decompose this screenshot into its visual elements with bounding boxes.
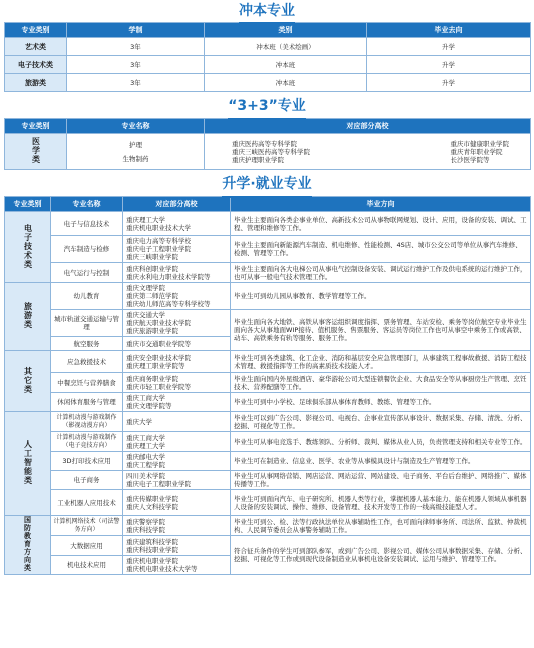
college-name: 重庆护理职业学院 — [232, 155, 284, 164]
row-major: 城市轨道交通运输与管理 — [51, 310, 123, 337]
major-name: 护理 — [129, 140, 142, 149]
header-colleges: 对应部分高校 — [205, 119, 531, 134]
table-row — [5, 351, 531, 373]
table-header-row — [5, 23, 531, 38]
row-destination: 升学 — [367, 56, 531, 74]
category-label: 人工智能类 — [23, 440, 33, 485]
college-name: 重庆安全职业技术学院 — [126, 353, 191, 362]
header-category: 专业类别 — [5, 197, 51, 212]
college-name: 四川美术学院 — [126, 472, 165, 480]
header-category: 专业类别 — [5, 23, 67, 38]
table-row — [5, 134, 531, 170]
college-name: 重庆市轻工职业学院等 — [126, 382, 191, 391]
college-name: 重庆工商大学 — [126, 394, 165, 402]
row-colleges — [205, 134, 531, 170]
row-direction: 毕业生面向各大地铁、高铁从事客运组织调度指挥、票务管理、车站安检、乘务等岗位航空专业毕业生面向各大从事地面WIP接待、值机服务、售票服务、客运员等岗位工作也可从事空中乘务工作或高铁、动车、高铁乘务有轨等服务、服务工作。 — [231, 310, 531, 351]
row-destination: 升学 — [367, 74, 531, 92]
section-title-3plus3 — [4, 94, 530, 118]
section-title-chongben — [4, 0, 530, 22]
section-title-employment — [4, 172, 530, 196]
header-category: 专业类别 — [5, 119, 67, 134]
college-name: 重庆三峡职业学院 — [126, 253, 178, 261]
college-name: 重庆邮电大学 — [126, 453, 165, 461]
category-label: 其它类 — [23, 366, 33, 394]
table-row — [5, 471, 531, 490]
row-colleges — [123, 310, 231, 337]
row-category: 电子技术类 — [5, 56, 67, 74]
row-category: 艺术类 — [5, 38, 67, 56]
college-name: 重庆科创职业学院 — [126, 264, 178, 273]
table-row — [5, 432, 531, 452]
row-colleges — [123, 490, 231, 516]
row-colleges — [123, 263, 231, 283]
college-name: 重庆大学 — [126, 417, 152, 426]
table-row — [5, 38, 531, 56]
row-major: 幼儿教育 — [51, 283, 123, 310]
table-row — [5, 373, 531, 393]
row-colleges — [123, 471, 231, 490]
college-name: 重庆工程学院 — [126, 461, 165, 469]
row-colleges — [123, 516, 231, 536]
college-name: 重庆传媒职业学院 — [126, 494, 178, 503]
row-direction: 毕业生主要面向各类企事业单位、高新技术公司从事物联网规划、设计、应用，设备的安装、调试、工程、管理和维修等工作。 — [231, 212, 531, 236]
header-type: 类别 — [205, 23, 367, 38]
table-row — [5, 452, 531, 471]
group-category — [5, 351, 51, 412]
college-name: 长沙医学院等 — [450, 155, 490, 164]
row-type: 冲本班 — [205, 74, 367, 92]
row-major: 工业机器人应用技术 — [51, 490, 123, 516]
row-category — [5, 134, 67, 170]
group-category — [5, 212, 51, 283]
row-majors — [67, 134, 205, 170]
table-row — [5, 212, 531, 236]
college-name: 重庆电力高等专科学校 — [126, 237, 191, 245]
group-category — [5, 412, 51, 516]
college-name: 重庆水利电力职业技术学院等 — [126, 272, 211, 281]
table-chongben — [4, 22, 531, 92]
category-label: 旅游类 — [23, 302, 33, 329]
row-direction: 毕业生可到幼儿园从事教育、教学管理等工作。 — [231, 283, 531, 310]
row-direction: 毕业生可到公、检、法等行政执法单位从事辅助性工作，也可面向律师事务所、司法所、监狱、仲裁机构、人民调节委员会从事警务辅助工作。 — [231, 516, 531, 536]
row-major: 汽车制造与检修 — [51, 236, 123, 263]
row-direction: 毕业生可到各类建筑、化工企业、消防和基层安全应急管理部门，从事建筑工程事故救援、消防工程技术管理、救援指挥等工作的高素质技术技能人才。 — [231, 351, 531, 373]
college-name: 重庆科技学院 — [126, 525, 165, 534]
college-name: 重庆机电职业技术大学等 — [126, 565, 198, 573]
college-name: 重庆电子工程职业学院 — [126, 245, 191, 253]
row-colleges — [123, 351, 231, 373]
row-category: 旅游类 — [5, 74, 67, 92]
colleges-col-a — [232, 140, 310, 164]
table-row — [5, 536, 531, 556]
row-type: 冲本班（美术绘画） — [205, 38, 367, 56]
college-name: 重庆理工职业学院等 — [126, 361, 185, 370]
college-name: 重庆机电职业技术大学 — [126, 223, 191, 232]
section3-title-text: 升学·就业专业 — [222, 172, 311, 196]
college-name: 重庆医药高等专科学院 — [232, 139, 297, 148]
row-direction: 毕业生主要面向新能源汽车制造、机电维修、性能检测、4S店、城市公交公司等单位从事汽车维修、检测、管理等工作。 — [231, 236, 531, 263]
table-row — [5, 56, 531, 74]
table-row — [5, 236, 531, 263]
row-type: 冲本班 — [205, 56, 367, 74]
table-row — [5, 412, 531, 432]
row-major: 机电技术应用 — [51, 556, 123, 575]
row-major: 3D打印技术应用 — [51, 452, 123, 471]
college-name: 重庆机电职业学院 — [126, 557, 178, 565]
college-name: 重庆理工大学 — [126, 441, 165, 450]
row-years: 3年 — [67, 56, 205, 74]
category-label: 电子技术类 — [23, 223, 33, 269]
category-label: 国防教育方向类 — [23, 516, 32, 572]
college-name: 重庆人文科技学院 — [126, 502, 178, 511]
major-name: 生物制药 — [122, 154, 149, 163]
row-colleges — [123, 452, 231, 471]
college-name: 重庆市交通职业学院等 — [126, 339, 191, 348]
row-major: 航空服务 — [51, 337, 123, 351]
row-colleges — [123, 432, 231, 452]
row-colleges — [123, 373, 231, 393]
header-years: 学制 — [67, 23, 205, 38]
row-major: 电子商务 — [51, 471, 123, 490]
college-name: 重庆三峡医药高等专科学院 — [232, 147, 310, 156]
college-name: 重庆电子工程职业学院 — [126, 480, 191, 488]
section2-title-text: “3+3”专业 — [228, 94, 306, 118]
row-colleges — [123, 536, 231, 556]
header-major: 专业名称 — [67, 119, 205, 134]
row-direction: 符合征兵条件的学生可到部队参军，或到广告公司、影视公司、媒体公司从事数据采集、存储、分析、挖掘、可视化等工作或到现代设备制造业从事机电设备安装调试、运用与维护、管理等工作。 — [231, 536, 531, 575]
row-major: 应急救援技术 — [51, 351, 123, 373]
college-name: 重庆幼儿师范高等专科学校等 — [126, 300, 211, 308]
table-row — [5, 74, 531, 92]
college-name: 重庆文理学院 — [126, 284, 165, 292]
header-colleges: 对应部分高校 — [123, 197, 231, 212]
header-major: 专业名称 — [51, 197, 123, 212]
row-direction: 毕业生可以到广告公司、影视公司、电视台、企事业宣传部从事设计、数据采集、存储、清洗、分析、挖掘、可视化等工作。 — [231, 412, 531, 432]
table-row — [5, 283, 531, 310]
table-employment — [4, 196, 531, 575]
row-major: 计算机动漫与游戏制作（电子竞技方向） — [51, 432, 123, 452]
row-colleges — [123, 337, 231, 351]
row-direction: 毕业生面向国内外星级酒店、豪华游轮公司大型连锁餐饮企业、大食品安全等从事厨房生产管理、烹饪技术、营养配膳等工作。 — [231, 373, 531, 393]
table-3plus3 — [4, 118, 531, 170]
row-colleges — [123, 283, 231, 310]
row-direction: 毕业生可到面向汽车、电子研究所、机器人类等行业，掌握机器人基本能力、能在机器人领域从事机器人设备的安装调试、操作、维修、设备管理、技术开发等工作的一线高级技能型人才。 — [231, 490, 531, 516]
row-major: 休闲体育服务与管理 — [51, 393, 123, 412]
college-name: 重庆青年职业学院 — [450, 147, 503, 156]
college-name: 重庆理工大学 — [126, 215, 165, 224]
college-name: 重庆旅游职业学院 — [126, 327, 178, 335]
table-row — [5, 310, 531, 337]
college-name: 重庆建筑科技学院 — [126, 537, 178, 546]
row-major: 计算机动漫与游戏制作（影视动漫方向） — [51, 412, 123, 432]
row-colleges — [123, 412, 231, 432]
row-direction: 毕业生主要面向各大电梯公司从事电气控制设备安装、调试运行维护工作及供电系统的运行维护工作，也可从事一般电气技术管理工作。 — [231, 263, 531, 283]
header-destination: 毕业去向 — [367, 23, 531, 38]
college-name: 重庆科技职业学院 — [126, 545, 178, 554]
group-category — [5, 283, 51, 351]
table-row — [5, 516, 531, 536]
row-destination: 升学 — [367, 38, 531, 56]
header-direction: 毕业方向 — [231, 197, 531, 212]
category-label: 医学类 — [31, 137, 41, 164]
college-name: 重庆工商大学 — [126, 433, 165, 442]
row-colleges — [123, 393, 231, 412]
row-major: 中餐烹饪与营养膳食 — [51, 373, 123, 393]
colleges-col-b — [451, 140, 510, 164]
college-name: 重庆商务职业学院 — [126, 374, 178, 383]
college-name: 重庆市健康职业学院 — [450, 139, 509, 148]
row-major: 电气运行与控制 — [51, 263, 123, 283]
college-name: 重庆文理学院等 — [126, 402, 172, 410]
row-direction: 毕业生可在制造业、信息业、医学、农业等从事模具设计与制造及生产管理等工作。 — [231, 452, 531, 471]
college-name: 重庆航天职业技术学院 — [126, 319, 191, 327]
section1-title-text: 冲本专业 — [239, 0, 295, 22]
college-name: 重庆警察学院 — [126, 517, 165, 526]
college-name: 重庆交通大学 — [126, 311, 165, 319]
row-colleges — [123, 212, 231, 236]
table-header-row — [5, 119, 531, 134]
table-row — [5, 263, 531, 283]
row-major: 大数据应用 — [51, 536, 123, 556]
table-header-row — [5, 197, 531, 212]
row-colleges — [123, 236, 231, 263]
college-name: 重庆第二师范学院 — [126, 292, 178, 300]
row-major: 计算机网络技术（司法警务方向） — [51, 516, 123, 536]
row-direction: 毕业生可到中小学校、足球俱乐部从事体育教师、教练、管理等工作。 — [231, 393, 531, 412]
row-colleges — [123, 556, 231, 575]
row-direction: 毕业生可从事电竞选手、教练领队、分析师、裁判、媒体从业人员，负责管理支持和相关专业等工作。 — [231, 432, 531, 452]
row-years: 3年 — [67, 74, 205, 92]
row-direction: 毕业生可从事网络营销、网店运营、网站运营、网站建设、电子商务、平台后台维护、网络推广、媒体传播等工作。 — [231, 471, 531, 490]
row-years: 3年 — [67, 38, 205, 56]
row-major: 电子与信息技术 — [51, 212, 123, 236]
group-category — [5, 516, 51, 575]
table-row — [5, 490, 531, 516]
table-row — [5, 393, 531, 412]
